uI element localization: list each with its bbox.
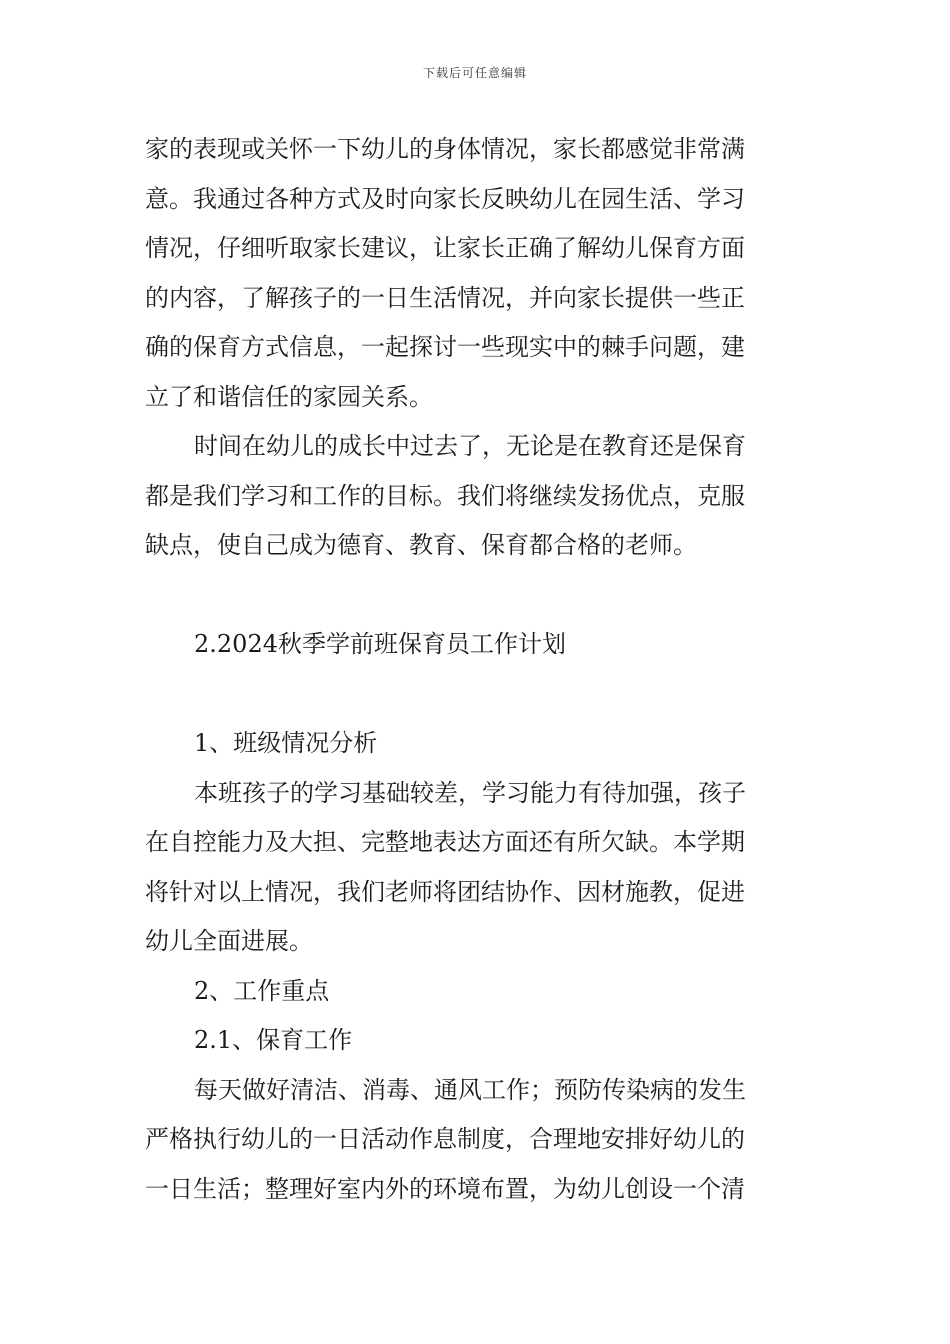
text-line: 每天做好清洁、消毒、通风工作；预防传染病的发生 bbox=[194, 1075, 746, 1104]
text-line: 将针对以上情况，我们老师将团结协作、因材施教，促进 bbox=[145, 877, 745, 906]
heading-class-analysis: 1、班级情况分析 bbox=[194, 729, 378, 757]
section-title: 2.2024秋季学前班保育员工作计划 bbox=[194, 630, 566, 658]
paragraph-parent-communication bbox=[145, 125, 807, 422]
text-line: 意。我通过各种方式及时向家长反映幼儿在园生活、学习 bbox=[145, 184, 745, 213]
paragraph-care-work bbox=[145, 1066, 807, 1215]
text-line: 情况，仔细听取家长建议，让家长正确了解幼儿保育方面 bbox=[145, 234, 745, 262]
text-line: 缺点，使自己成为德育、教育、保育都合格的老师。 bbox=[145, 531, 697, 559]
text-line: 都是我们学习和工作的目标。我们将继续发扬优点，克服 bbox=[145, 481, 745, 510]
text-line: 家的表现或关怀一下幼儿的身体情况，家长都感觉非常满 bbox=[145, 135, 745, 163]
text-line: 一日生活；整理好室内外的环境布置，为幼儿创设一个清 bbox=[145, 1174, 745, 1203]
spacer bbox=[145, 571, 807, 621]
heading-work-focus: 2、工作重点 bbox=[194, 976, 330, 1005]
heading-care-work: 2.1、保育工作 bbox=[194, 1026, 353, 1054]
text-line: 本班孩子的学习基础较差，学习能力有待加强，孩子 bbox=[194, 778, 746, 807]
document-body bbox=[145, 125, 807, 1214]
spacer bbox=[145, 670, 807, 720]
text-line: 在自控能力及大担、完整地表达方面还有所欠缺。本学期 bbox=[145, 828, 745, 856]
text-line: 立了和谐信任的家园关系。 bbox=[145, 382, 433, 411]
text-line: 确的保育方式信息，一起探讨一些现实中的棘手问题，建 bbox=[145, 333, 745, 361]
text-line: 的内容，了解孩子的一日生活情况，并向家长提供一些正 bbox=[145, 283, 745, 312]
page-header: 下载后可任意编辑 bbox=[422, 66, 527, 80]
text-line: 严格执行幼儿的一日活动作息制度，合理地安排好幼儿的 bbox=[145, 1125, 745, 1153]
paragraph-conclusion bbox=[145, 422, 807, 571]
text-line: 幼儿全面进展。 bbox=[145, 927, 313, 955]
paragraph-class-analysis bbox=[145, 769, 807, 967]
text-line: 时间在幼儿的成长中过去了，无论是在教育还是保育 bbox=[194, 432, 746, 460]
